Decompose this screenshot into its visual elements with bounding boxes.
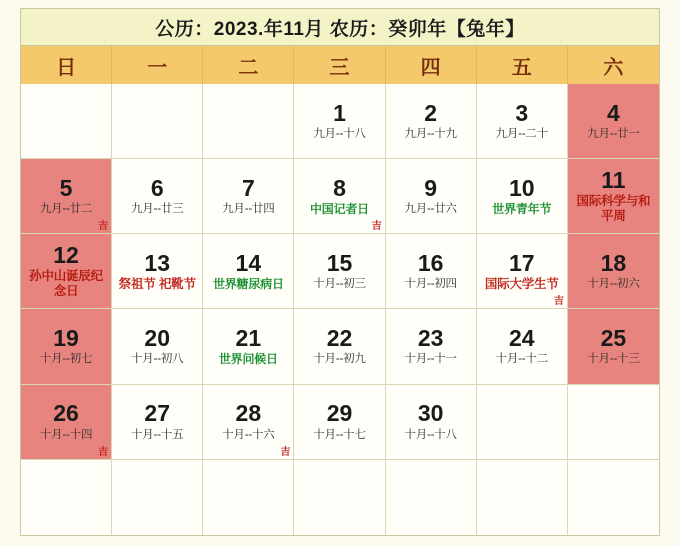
lunar-date-label: 十月--十一 (404, 353, 457, 366)
day-number: 13 (144, 249, 170, 276)
calendar-cell-empty (477, 460, 568, 535)
day-number: 15 (326, 250, 353, 277)
lunar-date-label: 十月--初九 (313, 353, 366, 366)
calendar-day-cell[interactable] (21, 385, 112, 460)
day-number: 30 (417, 400, 444, 427)
calendar-widget (20, 8, 660, 538)
weekday-label: 二 (203, 46, 294, 84)
auspicious-marker: 吉 (553, 296, 564, 308)
calendar-day-cell[interactable] (112, 385, 203, 460)
day-number: 29 (326, 400, 353, 427)
day-number: 12 (53, 241, 79, 268)
calendar-day-cell[interactable] (568, 234, 659, 309)
calendar-cell-empty (568, 460, 659, 535)
day-number: 22 (326, 325, 353, 352)
calendar-day-cell[interactable] (203, 159, 294, 234)
day-number: 20 (144, 325, 170, 352)
day-number: 2 (424, 99, 438, 126)
lunar-date-label: 九月--十九 (404, 127, 457, 140)
calendar-cell-empty (477, 385, 568, 460)
day-number: 7 (241, 174, 255, 201)
lunar-date-label: 十月--初四 (404, 278, 457, 291)
calendar-day-cell[interactable] (568, 159, 659, 234)
lunar-date-label: 十月--十二 (495, 353, 548, 366)
day-number: 11 (601, 166, 626, 193)
calendar-day-cell[interactable] (477, 159, 568, 234)
calendar-day-cell[interactable] (568, 84, 659, 159)
weekday-label: 五 (477, 46, 568, 84)
calendar-day-cell[interactable] (386, 385, 477, 460)
calendar-day-cell[interactable] (294, 385, 385, 460)
calendar-day-cell[interactable] (112, 159, 203, 234)
day-number: 18 (600, 250, 627, 277)
calendar-day-cell[interactable] (21, 159, 112, 234)
calendar-grid (20, 84, 660, 536)
calendar-day-cell[interactable] (203, 234, 294, 309)
lunar-date-label: 九月--二十 (495, 127, 548, 140)
lunar-date-label: 十月--初七 (39, 353, 93, 366)
calendar-day-cell[interactable] (386, 234, 477, 309)
lunar-date-label: 十月--十三 (587, 353, 640, 366)
lunar-date-label: 九月--廿二 (39, 203, 93, 216)
calendar-cell-empty (294, 460, 385, 535)
weekday-label: 一 (112, 46, 203, 84)
festival-label: 祭祖节 祀靴节 (118, 276, 196, 291)
day-number: 6 (150, 174, 164, 201)
lunar-date-label: 十月--十六 (222, 428, 275, 441)
calendar-day-cell[interactable] (203, 385, 294, 460)
day-number: 4 (607, 99, 620, 126)
calendar-cell-empty (112, 460, 203, 535)
festival-label: 世界青年节 (492, 201, 552, 216)
calendar-day-cell[interactable] (568, 309, 659, 384)
weekday-label: 六 (603, 56, 624, 79)
festival-label: 世界糖尿病日 (212, 276, 284, 291)
festival-label: 中国记者日 (309, 201, 369, 216)
calendar-day-cell[interactable] (21, 234, 112, 309)
lunar-date-label: 九月--廿一 (587, 127, 640, 140)
lunar-date-label: 十月--十四 (39, 428, 93, 441)
festival-label: 孙中山诞辰纪念日 (29, 268, 103, 299)
calendar-day-cell[interactable] (294, 159, 385, 234)
lunar-date-label: 九月--廿三 (130, 203, 184, 216)
auspicious-marker: 吉 (280, 446, 291, 458)
calendar-cell-empty (568, 385, 659, 460)
lunar-date-label: 十月--十七 (313, 428, 366, 441)
lunar-date-label: 九月--廿四 (222, 203, 275, 216)
calendar-day-cell[interactable] (477, 84, 568, 159)
calendar-day-cell[interactable] (294, 234, 385, 309)
day-number: 25 (600, 325, 627, 352)
day-number: 19 (53, 325, 79, 352)
weekday-label: 日 (21, 46, 112, 84)
day-number: 14 (235, 249, 262, 276)
calendar-title (20, 8, 660, 46)
calendar-day-cell[interactable] (294, 84, 385, 159)
festival-label: 国际大学生节 (484, 276, 559, 291)
weekday-label: 三 (294, 46, 385, 84)
calendar-cell-empty (203, 460, 294, 535)
day-number: 16 (417, 250, 444, 277)
festival-label: 世界问候日 (218, 352, 278, 367)
auspicious-marker: 吉 (98, 221, 109, 233)
lunar-date-label: 十月--初八 (130, 353, 184, 366)
lunar-date-label: 十月--十五 (130, 428, 184, 441)
calendar-cell-empty (21, 460, 112, 535)
day-number: 5 (59, 174, 73, 201)
lunar-date-label: 十月--初六 (587, 278, 640, 291)
lunar-date-label: 十月--十八 (404, 428, 457, 441)
calendar-cell-empty (112, 84, 203, 159)
day-number: 23 (417, 325, 444, 352)
calendar-day-cell[interactable] (112, 309, 203, 384)
calendar-day-cell[interactable] (477, 309, 568, 384)
day-number: 24 (508, 325, 535, 352)
lunar-date-label: 九月--十八 (313, 127, 366, 140)
day-number: 28 (235, 400, 262, 427)
calendar-day-cell[interactable] (21, 309, 112, 384)
calendar-day-cell[interactable] (112, 234, 203, 309)
day-number: 3 (515, 99, 529, 126)
day-number: 10 (508, 174, 535, 201)
day-number: 21 (235, 325, 262, 351)
auspicious-marker: 吉 (98, 446, 109, 458)
weekday-header-row (20, 46, 660, 84)
calendar-day-cell[interactable] (386, 309, 477, 384)
day-number: 27 (144, 400, 170, 427)
calendar-day-cell[interactable] (477, 234, 568, 309)
calendar-day-cell[interactable] (294, 309, 385, 384)
calendar-day-cell[interactable] (203, 309, 294, 384)
day-number: 9 (424, 174, 438, 201)
lunar-date-label: 十月--初三 (313, 278, 366, 291)
calendar-title-text: 公历：2023.年11月 农历：癸卯年【兔年】 (155, 18, 525, 40)
day-number: 1 (333, 99, 346, 126)
calendar-day-cell[interactable] (386, 84, 477, 159)
day-number: 17 (508, 249, 535, 276)
calendar-cell-empty (203, 84, 294, 159)
calendar-cell-empty (386, 460, 477, 535)
calendar-day-cell[interactable] (386, 159, 477, 234)
calendar-cell-empty (21, 84, 112, 159)
day-number: 26 (53, 400, 79, 427)
day-number: 8 (333, 174, 346, 201)
weekday-label: 四 (386, 46, 477, 84)
festival-label: 国际科学与和平周 (576, 193, 651, 224)
lunar-date-label: 九月--廿六 (404, 203, 457, 216)
auspicious-marker: 吉 (371, 221, 382, 233)
